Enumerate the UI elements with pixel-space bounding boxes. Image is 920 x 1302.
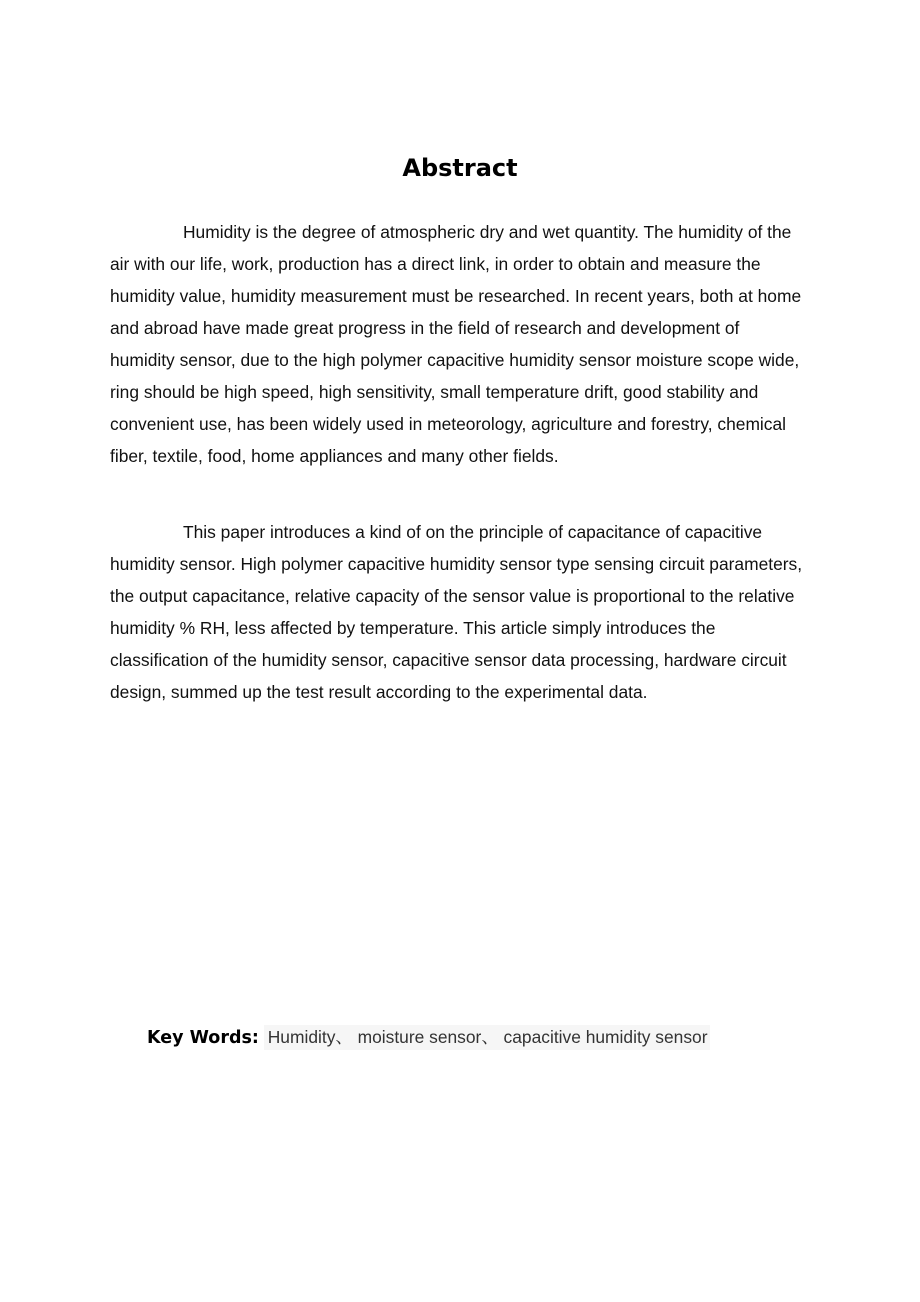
abstract-paragraph-1: Humidity is the degree of atmospheric dry and wet quantity. The humidity of the air with our life, work, production has a direct link, in order to obtain and measure the humidity value, humidity measurement must be researched. In recent years, both at home and abroad have made great progress in the field of research and development of humidity sensor, due to the high polymer capacitive humidity sensor moisture scope wide, ring should be high speed, high sensitivity, small temperature drift, good stability and convenient use, has been widely used in meteorology, agriculture and forestry, chemical fiber, textile, food, home appliances and many other fields. xyxy=(110,222,802,466)
keywords-label: Key Words: xyxy=(147,1028,259,1048)
abstract-paragraph-2: This paper introduces a kind of on the principle of capacitance of capacitive humidity sensor. High polymer capacitive humidity sensor type sensing circuit parameters, the output capacitance, relative capacity of the sensor value is proportional to the relative humidity % RH, less affected by temperature. This article simply introduces the classification of the humidity sensor, capacitive sensor data processing, hardware circuit design, summed up the test result according to the experimental data. xyxy=(110,522,803,702)
abstract-title: Abstract xyxy=(402,154,518,182)
keywords-line xyxy=(147,1022,710,1053)
keywords-values: Humidity、 moisture sensor、 capacitive humidity sensor xyxy=(264,1025,710,1050)
